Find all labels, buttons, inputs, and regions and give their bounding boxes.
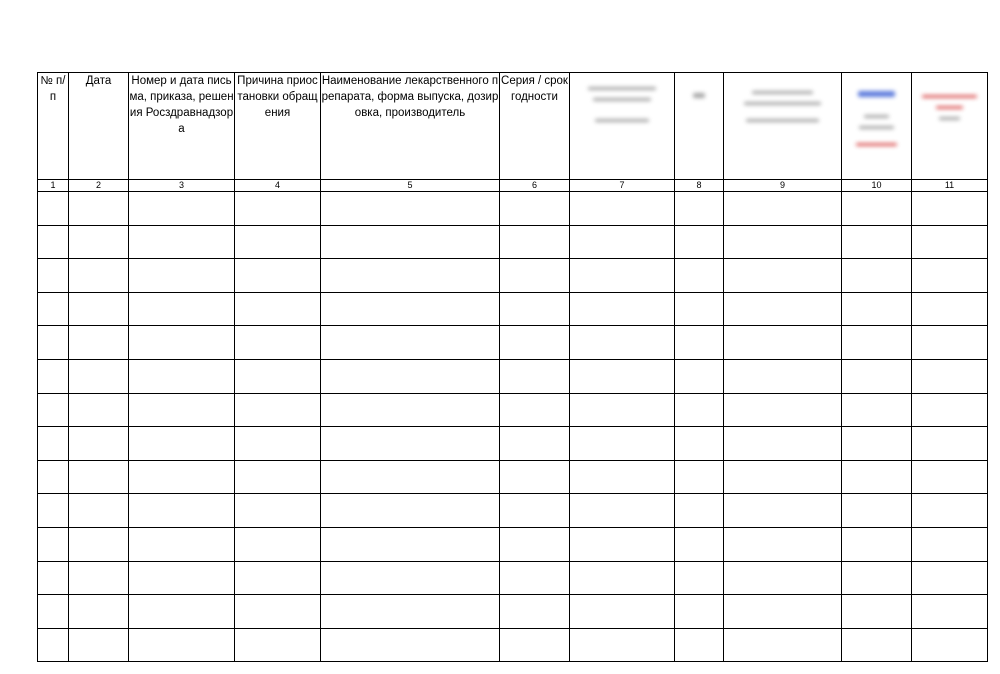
table-cell[interactable] [570, 628, 675, 662]
table-row [38, 595, 988, 629]
table-row [38, 359, 988, 393]
table-cell[interactable] [724, 259, 842, 293]
table-cell[interactable] [570, 225, 675, 259]
table-cell[interactable] [570, 460, 675, 494]
column-number: 9 [724, 180, 842, 192]
table-cell[interactable] [500, 326, 570, 360]
table-cell[interactable] [675, 494, 724, 528]
table-cell[interactable] [570, 427, 675, 461]
table-cell[interactable] [724, 527, 842, 561]
table-cell[interactable] [724, 427, 842, 461]
table-cell[interactable] [69, 225, 129, 259]
table-cell[interactable] [675, 292, 724, 326]
table-cell[interactable] [500, 292, 570, 326]
table-cell[interactable] [38, 595, 69, 629]
redacted-text-block [727, 77, 838, 175]
header-row [38, 73, 988, 180]
table-cell[interactable] [842, 259, 912, 293]
table-row [38, 393, 988, 427]
table-cell[interactable] [235, 393, 321, 427]
table-cell[interactable] [675, 427, 724, 461]
header-cell-redacted-9 [724, 73, 842, 180]
table-cell[interactable] [321, 561, 500, 595]
table-cell[interactable] [69, 561, 129, 595]
table-cell[interactable] [675, 628, 724, 662]
table-cell[interactable] [724, 460, 842, 494]
table-cell[interactable] [129, 561, 235, 595]
table-cell[interactable] [570, 259, 675, 293]
table-cell[interactable] [500, 192, 570, 226]
table-cell[interactable] [842, 359, 912, 393]
table-cell[interactable] [842, 595, 912, 629]
table-cell[interactable] [235, 292, 321, 326]
table-cell[interactable] [38, 494, 69, 528]
table-cell[interactable] [321, 225, 500, 259]
table-cell[interactable] [842, 326, 912, 360]
table-cell[interactable] [129, 494, 235, 528]
table-cell[interactable] [321, 393, 500, 427]
column-number: 7 [570, 180, 675, 192]
table-cell[interactable] [570, 561, 675, 595]
table-cell[interactable] [500, 225, 570, 259]
table-cell[interactable] [675, 527, 724, 561]
table-cell[interactable] [321, 259, 500, 293]
table-cell[interactable] [912, 527, 988, 561]
journal-sheet [37, 72, 987, 662]
table-cell[interactable] [842, 561, 912, 595]
table-cell[interactable] [675, 595, 724, 629]
table-cell[interactable] [69, 259, 129, 293]
table-cell[interactable] [69, 192, 129, 226]
table-cell[interactable] [69, 527, 129, 561]
table-cell[interactable] [675, 192, 724, 226]
table-cell[interactable] [235, 628, 321, 662]
table-cell[interactable] [235, 527, 321, 561]
table-row [38, 628, 988, 662]
table-cell[interactable] [235, 427, 321, 461]
table-cell[interactable] [724, 628, 842, 662]
table-cell[interactable] [842, 192, 912, 226]
table-cell[interactable] [129, 326, 235, 360]
table-cell[interactable] [912, 628, 988, 662]
table-cell[interactable] [842, 628, 912, 662]
table-cell[interactable] [724, 292, 842, 326]
table-cell[interactable] [38, 359, 69, 393]
column-number: 1 [38, 180, 69, 192]
table-cell[interactable] [675, 225, 724, 259]
table-cell[interactable] [570, 359, 675, 393]
table-cell[interactable] [38, 628, 69, 662]
table-cell[interactable] [321, 527, 500, 561]
table-cell[interactable] [38, 460, 69, 494]
table-cell[interactable] [235, 225, 321, 259]
table-cell[interactable] [912, 561, 988, 595]
table-cell[interactable] [724, 326, 842, 360]
table-cell[interactable] [724, 393, 842, 427]
redacted-text-block [573, 77, 671, 175]
table-cell[interactable] [912, 494, 988, 528]
table-cell[interactable] [500, 259, 570, 293]
table-cell[interactable] [129, 527, 235, 561]
table-cell[interactable] [842, 427, 912, 461]
table-cell[interactable] [912, 460, 988, 494]
table-cell[interactable] [235, 494, 321, 528]
table-cell[interactable] [38, 527, 69, 561]
table-cell[interactable] [69, 326, 129, 360]
table-cell[interactable] [675, 561, 724, 595]
table-cell[interactable] [235, 326, 321, 360]
table-cell[interactable] [675, 359, 724, 393]
table-cell[interactable] [570, 527, 675, 561]
table-cell[interactable] [69, 460, 129, 494]
table-cell[interactable] [235, 595, 321, 629]
table-row [38, 527, 988, 561]
table-cell[interactable] [321, 292, 500, 326]
table-cell[interactable] [129, 192, 235, 226]
table-cell[interactable] [842, 494, 912, 528]
table-cell[interactable] [912, 359, 988, 393]
table-cell[interactable] [69, 292, 129, 326]
table-cell[interactable] [842, 527, 912, 561]
header-cell-redacted-8 [675, 73, 724, 180]
table-cell[interactable] [912, 292, 988, 326]
table-cell[interactable] [69, 628, 129, 662]
table-cell[interactable] [500, 595, 570, 629]
table-cell[interactable] [842, 393, 912, 427]
table-cell[interactable] [500, 494, 570, 528]
table-row [38, 192, 988, 226]
table-cell[interactable] [129, 460, 235, 494]
table-cell[interactable] [912, 192, 988, 226]
table-cell[interactable] [321, 494, 500, 528]
table-cell[interactable] [570, 494, 675, 528]
table-cell[interactable] [129, 393, 235, 427]
table-row [38, 460, 988, 494]
table-cell[interactable] [675, 393, 724, 427]
table-cell[interactable] [724, 494, 842, 528]
table-cell[interactable] [38, 427, 69, 461]
header-cell-redacted-7 [570, 73, 675, 180]
table-cell[interactable] [912, 595, 988, 629]
table-cell[interactable] [38, 292, 69, 326]
table-row [38, 561, 988, 595]
table-row [38, 292, 988, 326]
table-row [38, 225, 988, 259]
table-cell[interactable] [842, 460, 912, 494]
table-cell[interactable] [500, 561, 570, 595]
table-cell[interactable] [675, 326, 724, 360]
table-row [38, 326, 988, 360]
column-number-row [38, 180, 988, 192]
column-number: 10 [842, 180, 912, 192]
redacted-text-block [845, 77, 908, 175]
table-cell[interactable] [129, 595, 235, 629]
table-cell[interactable] [321, 326, 500, 360]
redacted-text-block [678, 77, 720, 175]
table-cell[interactable] [69, 595, 129, 629]
table-cell[interactable] [129, 427, 235, 461]
table-cell[interactable] [38, 225, 69, 259]
table-cell[interactable] [321, 595, 500, 629]
redacted-text-block [915, 77, 984, 175]
table-row [38, 427, 988, 461]
table-cell[interactable] [842, 292, 912, 326]
table-cell[interactable] [500, 628, 570, 662]
journal-table [37, 72, 988, 662]
table-cell[interactable] [500, 427, 570, 461]
table-cell[interactable] [500, 359, 570, 393]
table-cell[interactable] [129, 628, 235, 662]
table-cell[interactable] [500, 460, 570, 494]
table-cell[interactable] [235, 192, 321, 226]
table-cell[interactable] [321, 427, 500, 461]
table-cell[interactable] [570, 595, 675, 629]
header-cell-drug-name: Наименование лекарственного препарата, форма выпуска, дозировка, производитель [321, 73, 500, 180]
column-number: 3 [129, 180, 235, 192]
table-cell[interactable] [129, 359, 235, 393]
table-cell[interactable] [38, 393, 69, 427]
header-cell-number: № п/п [38, 73, 69, 180]
table-cell[interactable] [724, 561, 842, 595]
table-cell[interactable] [69, 494, 129, 528]
table-cell[interactable] [69, 359, 129, 393]
table-cell[interactable] [129, 225, 235, 259]
table-cell[interactable] [912, 326, 988, 360]
table-cell[interactable] [235, 561, 321, 595]
table-cell[interactable] [500, 527, 570, 561]
table-cell[interactable] [38, 326, 69, 360]
table-cell[interactable] [724, 359, 842, 393]
table-cell[interactable] [570, 192, 675, 226]
table-cell[interactable] [129, 259, 235, 293]
header-cell-document: Номер и дата письма, приказа, решения Росздравнадзора [129, 73, 235, 180]
table-row [38, 259, 988, 293]
column-number: 8 [675, 180, 724, 192]
table-cell[interactable] [570, 393, 675, 427]
table-cell[interactable] [38, 561, 69, 595]
column-number: 2 [69, 180, 129, 192]
column-number: 6 [500, 180, 570, 192]
header-cell-redacted-10 [842, 73, 912, 180]
table-cell[interactable] [38, 192, 69, 226]
table-cell[interactable] [912, 259, 988, 293]
table-cell[interactable] [675, 460, 724, 494]
table-cell[interactable] [570, 326, 675, 360]
table-cell[interactable] [321, 460, 500, 494]
table-cell[interactable] [724, 192, 842, 226]
table-cell[interactable] [69, 393, 129, 427]
table-cell[interactable] [912, 427, 988, 461]
header-cell-series: Серия / срок годности [500, 73, 570, 180]
header-cell-reason: Причина приостановки обращения [235, 73, 321, 180]
column-number: 5 [321, 180, 500, 192]
table-cell[interactable] [842, 225, 912, 259]
table-cell[interactable] [724, 225, 842, 259]
table-cell[interactable] [235, 259, 321, 293]
table-cell[interactable] [129, 292, 235, 326]
table-cell[interactable] [500, 393, 570, 427]
header-cell-redacted-11 [912, 73, 988, 180]
table-cell[interactable] [912, 225, 988, 259]
table-cell[interactable] [724, 595, 842, 629]
table-cell[interactable] [321, 359, 500, 393]
header-cell-date: Дата [69, 73, 129, 180]
column-number: 4 [235, 180, 321, 192]
table-cell[interactable] [235, 359, 321, 393]
table-cell[interactable] [235, 460, 321, 494]
table-cell[interactable] [912, 393, 988, 427]
table-cell[interactable] [321, 192, 500, 226]
table-cell[interactable] [675, 259, 724, 293]
table-row [38, 494, 988, 528]
table-cell[interactable] [38, 259, 69, 293]
table-cell[interactable] [570, 292, 675, 326]
column-number: 11 [912, 180, 988, 192]
table-cell[interactable] [69, 427, 129, 461]
table-cell[interactable] [321, 628, 500, 662]
